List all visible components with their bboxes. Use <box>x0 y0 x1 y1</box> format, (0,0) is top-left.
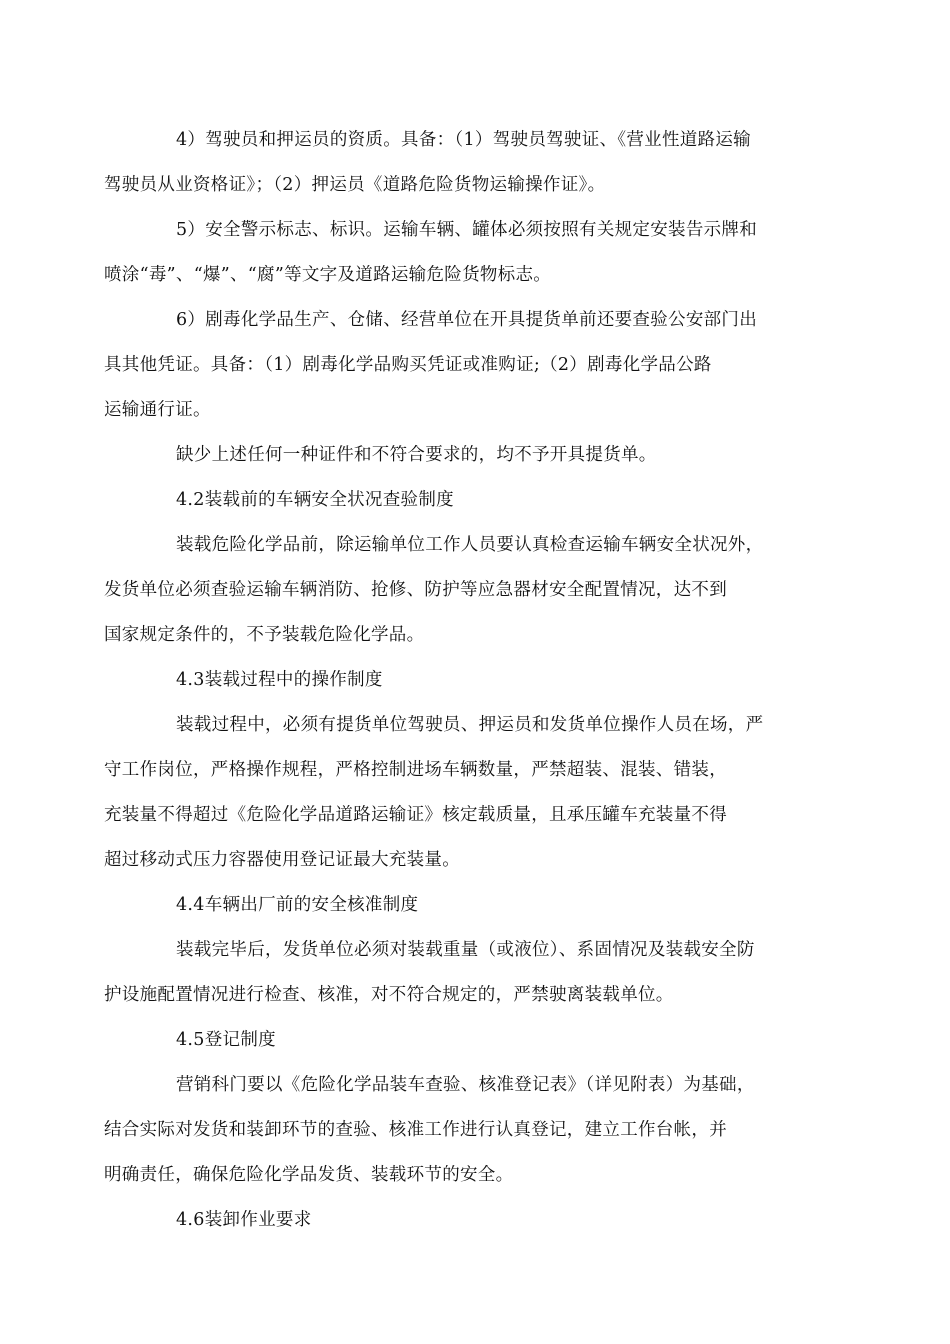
text-line: 护设施配置情况进行检查、核准，对不符合规定的，严禁驶离装载单位。 <box>104 985 674 1005</box>
text-line: 营销科门要以《危险化学品装车查验、核准登记表》（详见附表）为基础， <box>176 1075 755 1095</box>
body-paragraph <box>104 703 820 883</box>
body-paragraph <box>140 433 820 478</box>
section-heading <box>140 1018 820 1063</box>
list-item-paragraph <box>104 208 820 298</box>
section-heading <box>140 658 820 703</box>
text-line: 4）驾驶员和押运员的资质。具备：（1）驾驶员驾驶证、《营业性道路运输 <box>176 130 751 150</box>
text-line: 明确责任，确保危险化学品发货、装载环节的安全。 <box>104 1165 514 1185</box>
text-line: 结合实际对发货和装卸环节的查验、核准工作进行认真登记，建立工作台帐，并 <box>104 1120 727 1140</box>
text-line: 装载完毕后，发货单位必须对装载重量（或液位）、系固情况及装载安全防 <box>176 940 755 960</box>
text-line: 发货单位必须查验运输车辆消防、抢修、防护等应急器材安全配置情况，达不到 <box>104 580 727 600</box>
text-line: 驾驶员从业资格证》；（2）押运员《道路危险货物运输操作证》。 <box>104 175 606 195</box>
section-heading <box>140 1198 820 1243</box>
text-line: 装载危险化学品前，除运输单位工作人员要认真检查运输车辆安全状况外， <box>176 535 764 555</box>
body-paragraph <box>104 523 820 658</box>
text-line: 4.6装卸作业要求 <box>176 1210 312 1230</box>
text-line: 5）安全警示标志、标识。运输车辆、罐体必须按照有关规定安装告示牌和 <box>176 220 758 240</box>
text-line: 6）剧毒化学品生产、仓储、经营单位在开具提货单前还要查验公安部门出 <box>176 310 758 330</box>
text-line: 喷涂“毒”、“爆”、“腐”等文字及道路运输危险货物标志。 <box>104 265 552 285</box>
text-line: 运输通行证。 <box>104 400 211 420</box>
text-line: 守工作岗位，严格操作规程，严格控制进场车辆数量，严禁超装、混装、错装， <box>104 760 727 780</box>
text-line: 国家规定条件的，不予装载危险化学品。 <box>104 625 425 645</box>
body-paragraph <box>104 928 820 1018</box>
text-line: 缺少上述任何一种证件和不符合要求的，均不予开具提货单。 <box>176 445 657 465</box>
text-line: 4.3装载过程中的操作制度 <box>176 670 383 690</box>
text-line: 具其他凭证。具备：（1）剧毒化学品购买凭证或准购证;（2）剧毒化学品公路 <box>104 355 712 375</box>
text-line: 超过移动式压力容器使用登记证最大充装量。 <box>104 850 460 870</box>
body-paragraph <box>104 1063 820 1198</box>
section-heading <box>140 883 820 928</box>
text-line: 装载过程中，必须有提货单位驾驶员、押运员和发货单位操作人员在场，严 <box>176 715 764 735</box>
text-line: 充装量不得超过《危险化学品道路运输证》核定载质量，且承压罐车充装量不得 <box>104 805 727 825</box>
document-body <box>104 118 820 1243</box>
list-item-paragraph <box>104 118 820 208</box>
list-item-paragraph <box>104 298 820 433</box>
section-heading <box>140 478 820 523</box>
text-line: 4.5登记制度 <box>176 1030 276 1050</box>
text-line: 4.2装载前的车辆安全状况查验制度 <box>176 490 454 510</box>
text-line: 4.4车辆出厂前的安全核准制度 <box>176 895 419 915</box>
